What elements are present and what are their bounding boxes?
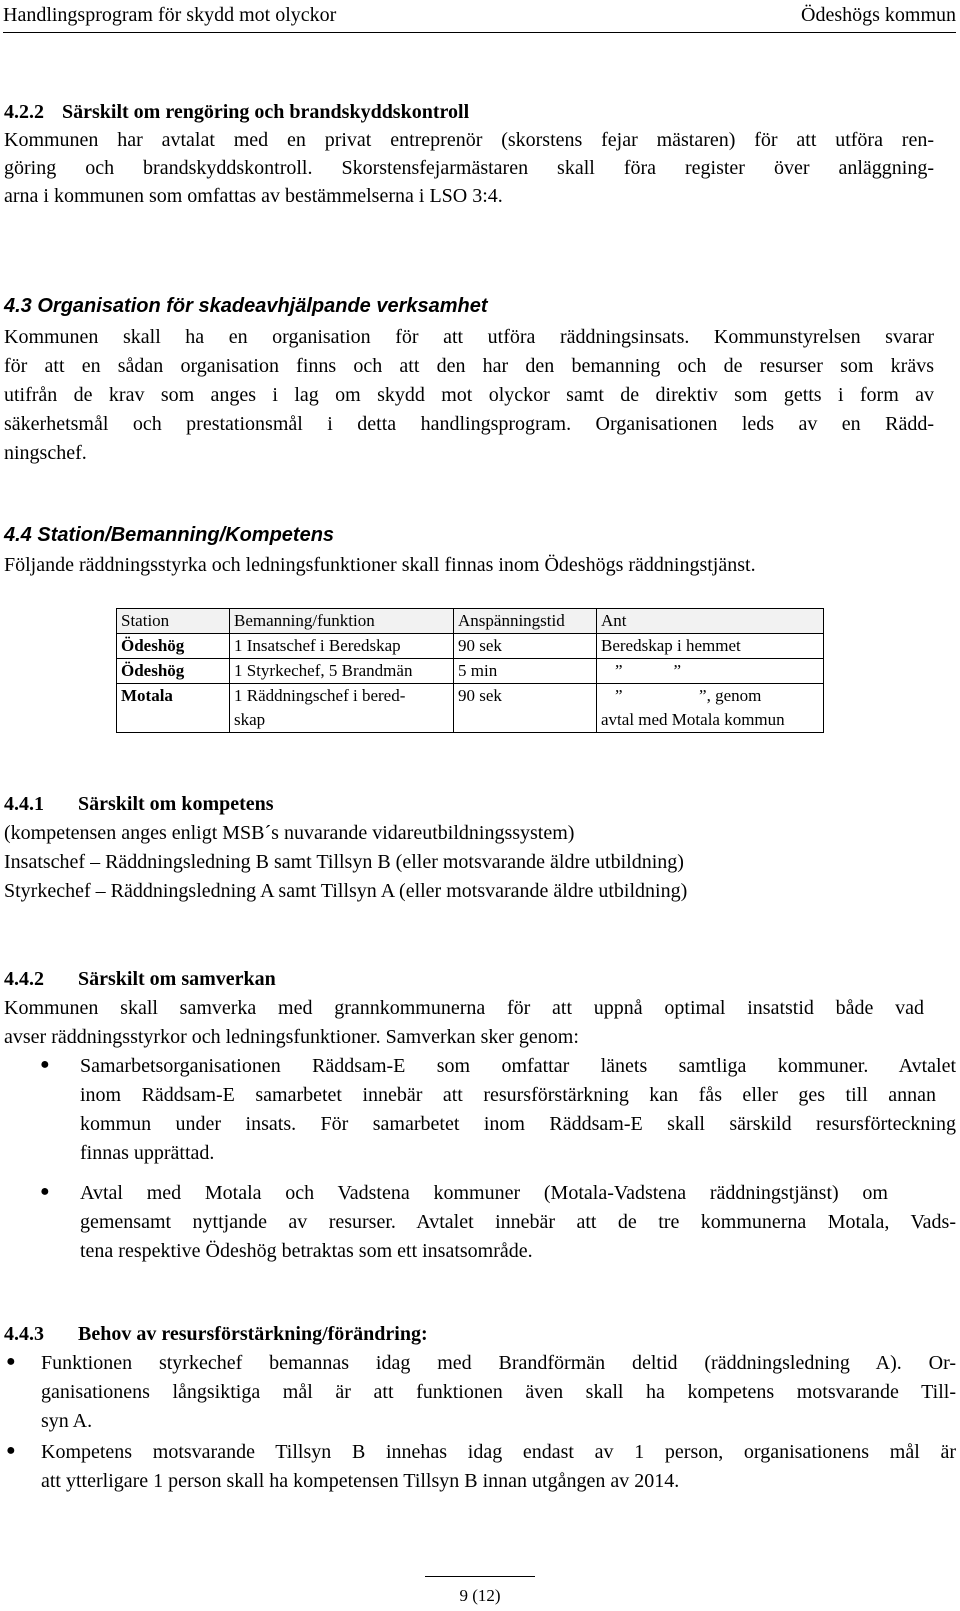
footer-divider bbox=[425, 1576, 535, 1577]
bullet-icon: ● bbox=[6, 1353, 16, 1370]
section-4-4-2-heading bbox=[4, 965, 276, 993]
cell-line: avtal med Motala kommun bbox=[601, 710, 785, 729]
paragraph-line: göring och brandskyddskontroll. Skorstensfejarmästaren skall föra register över anläggning- bbox=[4, 157, 934, 179]
paragraph-line: Följande räddningsstyrka och ledningsfunktioner skall finnas inom Ödeshögs räddningstjänst. bbox=[4, 554, 756, 576]
paragraph-line: Kommunen skall samverka med grannkommunerna för att uppnå optimal insatstid både vad bbox=[4, 997, 924, 1019]
bullet-line: kommun under insats. För samarbetet inom Räddsam-E skall särskild resursförteckning bbox=[80, 1113, 956, 1135]
bullet-line: tena respektive Ödeshög betraktas som ett insatsområde. bbox=[80, 1240, 533, 1262]
section-4-3-heading: 4.3 Organisation för skadeavhjälpande verksamhet bbox=[4, 295, 488, 317]
section-4-4-heading: 4.4 Station/Bemanning/Kompetens bbox=[4, 524, 335, 546]
page-number: 9 (12) bbox=[459, 1586, 501, 1605]
table-row bbox=[117, 634, 824, 659]
table-cell bbox=[230, 684, 454, 733]
cell-line: skap bbox=[234, 710, 266, 729]
table-header-cell: Station bbox=[117, 609, 230, 634]
header-municipality: Ödeshögs kommun bbox=[801, 4, 956, 26]
paragraph-line: för att en sådan organisation finns och att den har den bemanning och de resurser som krävs bbox=[4, 355, 934, 377]
paragraph-line: Kommunen har avtalat med en privat entreprenör (skorstens fejar mästaren) för att utföra ren- bbox=[4, 129, 934, 151]
section-title: Behov av resursförstärkning/förändring: bbox=[78, 1323, 428, 1345]
cell-line: 1 Räddningschef i bered- bbox=[234, 686, 406, 705]
section-4-4-1-heading bbox=[4, 790, 274, 818]
section-4-2-2-heading bbox=[4, 98, 469, 126]
cell-line: 90 sek bbox=[458, 686, 502, 705]
bullet-line: syn A. bbox=[41, 1410, 93, 1432]
bullet-line: finnas upprättad. bbox=[80, 1142, 215, 1164]
section-number: 4.4.3 bbox=[4, 1323, 44, 1345]
table-cell: 90 sek bbox=[454, 634, 597, 659]
bullet-line: Funktionen styrkechef bemannas idag med Brandförmän deltid (räddningsledning A). Or- bbox=[41, 1352, 956, 1374]
bullet-line: inom Räddsam-E samarbetet innebär att resursförstärkning kan fås eller ges till annan bbox=[80, 1084, 936, 1106]
paragraph-line: (kompetensen anges enligt MSB´s nuvarande vidareutbildningssystem) bbox=[4, 822, 575, 844]
page-header bbox=[3, 2, 956, 33]
bullet-line: Avtal med Motala och Vadstena kommuner (Motala-Vadstena räddningstjänst) om bbox=[80, 1182, 888, 1204]
table-cell: ” ” bbox=[597, 659, 824, 684]
table-cell bbox=[117, 684, 230, 733]
paragraph-line: Kommunen skall ha en organisation för att utföra räddningsinsats. Kommunstyrelsen svarar bbox=[4, 326, 934, 348]
section-title: Särskilt om kompetens bbox=[78, 793, 274, 815]
station-table bbox=[116, 608, 824, 733]
section-number: 4.4.1 bbox=[4, 793, 44, 815]
table-header-cell: Bemanning/funktion bbox=[230, 609, 454, 634]
section-number: 4.4.2 bbox=[4, 968, 44, 990]
table-cell: 5 min bbox=[454, 659, 597, 684]
paragraph-line: säkerhetsmål och prestationsmål i detta handlingsprogram. Organisationen leds av en Rädd- bbox=[4, 413, 934, 435]
table-cell bbox=[597, 684, 824, 733]
section-number: 4.2.2 bbox=[4, 101, 44, 123]
table-cell bbox=[454, 684, 597, 733]
cell-line: Motala bbox=[121, 686, 173, 705]
paragraph-line: Styrkechef – Räddningsledning A samt Tillsyn A (eller motsvarande äldre utbildning) bbox=[4, 880, 688, 902]
table-header-row bbox=[117, 609, 824, 634]
paragraph-line: Insatschef – Räddningsledning B samt Tillsyn B (eller motsvarande äldre utbildning) bbox=[4, 851, 684, 873]
cell-line: ” ”, genom bbox=[615, 686, 762, 705]
paragraph-line: avser räddningsstyrkor och ledningsfunktioner. Samverkan sker genom: bbox=[4, 1026, 579, 1048]
bullet-line: Kompetens motsvarande Tillsyn B innehas idag endast av 1 person, organisationens mål är bbox=[41, 1441, 956, 1463]
bullet-line: gemensamt nyttjande av resurser. Avtalet innebär att de tre kommunerna Motala, Vads- bbox=[80, 1211, 956, 1233]
bullet-icon: ● bbox=[40, 1183, 50, 1200]
table-cell: Ödeshög bbox=[117, 634, 230, 659]
table-cell: 1 Styrkechef, 5 Brandmän bbox=[230, 659, 454, 684]
paragraph-line: utifrån de krav som anges i lag om skydd mot olyckor samt de direktiv som getts i form av bbox=[4, 384, 934, 406]
bullet-line: ganisationens långsiktiga mål är att funktionen även skall ha kompetens motsvarande Till- bbox=[41, 1381, 956, 1403]
table-cell: Beredskap i hemmet bbox=[597, 634, 824, 659]
section-title: Särskilt om samverkan bbox=[78, 968, 276, 990]
paragraph-line: arna i kommunen som omfattas av bestämmelserna i LSO 3:4. bbox=[4, 185, 503, 207]
section-title: Särskilt om rengöring och brandskyddskontroll bbox=[62, 101, 470, 123]
bullet-icon: ● bbox=[6, 1442, 16, 1459]
table-row bbox=[117, 659, 824, 684]
table-cell: 1 Insatschef i Beredskap bbox=[230, 634, 454, 659]
header-document-title: Handlingsprogram för skydd mot olyckor bbox=[3, 4, 337, 26]
table-cell: Ödeshög bbox=[117, 659, 230, 684]
paragraph-line: ningschef. bbox=[4, 442, 87, 464]
table-header-cell: Anspänningstid bbox=[454, 609, 597, 634]
bullet-line: att ytterligare 1 person skall ha kompetensen Tillsyn B innan utgången av 2014. bbox=[41, 1470, 680, 1492]
table-row bbox=[117, 684, 824, 733]
table-header-cell: Ant bbox=[597, 609, 824, 634]
bullet-icon: ● bbox=[40, 1056, 50, 1073]
section-4-4-3-heading bbox=[4, 1320, 428, 1348]
bullet-line: Samarbetsorganisationen Räddsam-E som omfattar länets samtliga kommuner. Avtalet bbox=[80, 1055, 956, 1077]
